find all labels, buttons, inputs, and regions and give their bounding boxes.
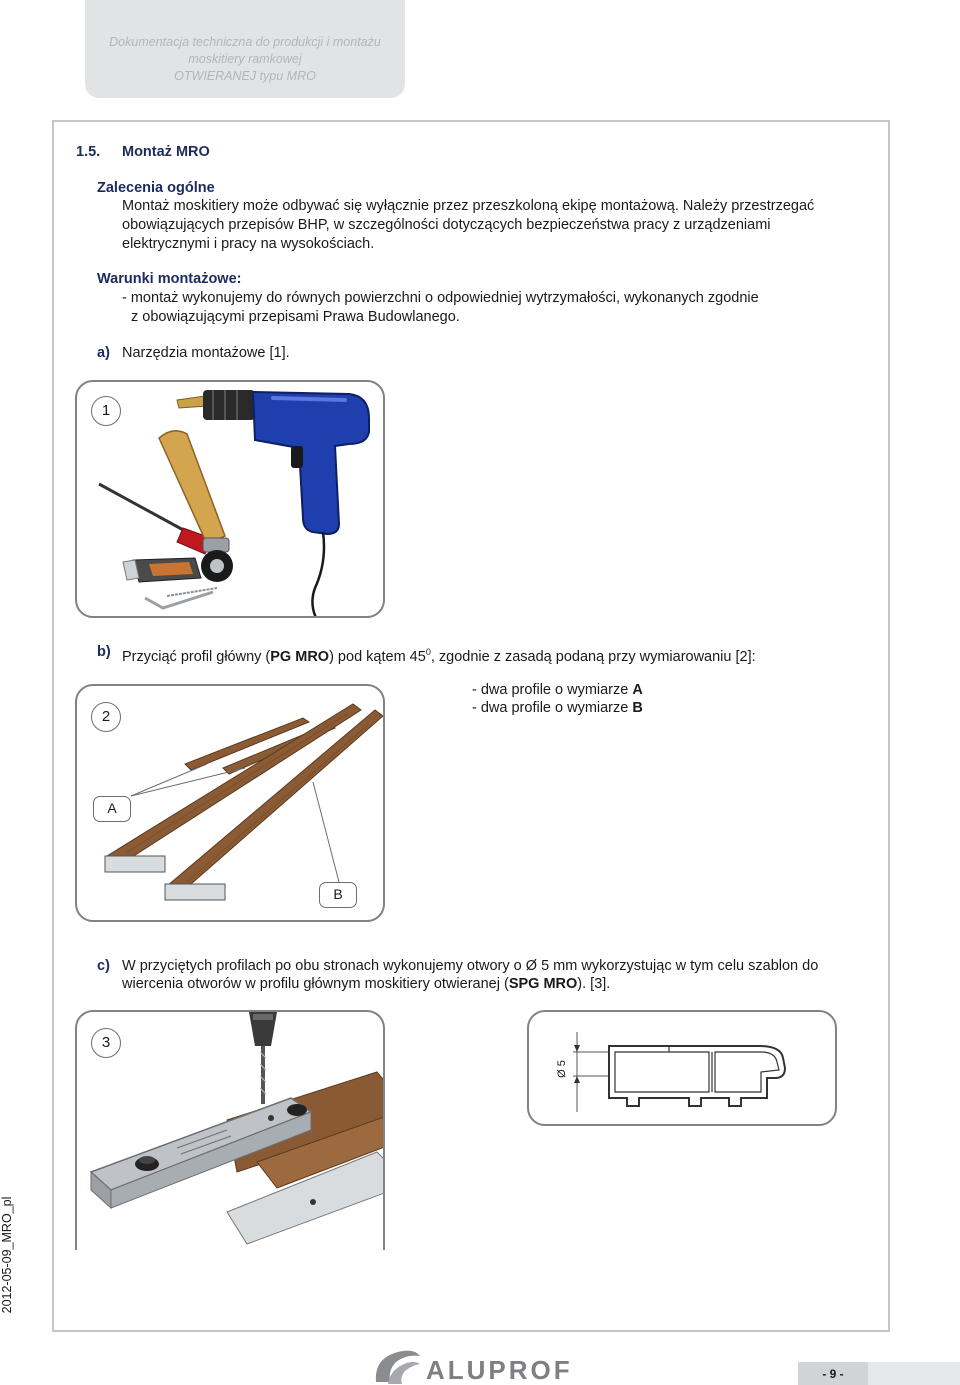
section-title: Montaż MRO (122, 144, 210, 160)
step-b-degree-superscript: 0 (425, 647, 431, 657)
step-a-letter: a) (97, 345, 110, 361)
header-line-2: moskitiery ramkowej (188, 52, 302, 66)
step-b-item-1-dimension: A (632, 682, 643, 698)
step-b-text-part-1: Przyciąć profil główny ( (122, 648, 271, 665)
drilling-illustration (77, 1012, 385, 1250)
aluprof-logo (370, 1346, 575, 1385)
tools-illustration (77, 382, 385, 618)
step-b-item-1 (472, 681, 643, 700)
document-header (85, 0, 405, 98)
callout-dimension-a: A (93, 796, 131, 822)
general-line-3: elektrycznymi i pracy na wysokościach. (122, 236, 375, 252)
page-number: - 9 - (798, 1362, 868, 1385)
page-number-strip (868, 1362, 960, 1385)
hole-diameter-label: Ø 5 (556, 1060, 568, 1078)
step-a-text: Narzędzia montażowe [1]. (122, 345, 290, 361)
step-c-letter: c) (97, 958, 110, 974)
figure-1-badge: 1 (91, 396, 121, 426)
section-number: 1.5. (76, 144, 101, 160)
figure-profile-section (527, 1010, 837, 1126)
profile-section-drawing (529, 1012, 837, 1126)
conditions-line-2: z obowiązującymi przepisami Prawa Budowlanego. (131, 309, 460, 325)
step-b-profile-code: PG MRO (270, 648, 330, 665)
step-b-item-1-text: - dwa profile o wymiarze (472, 682, 633, 698)
figure-3-badge: 3 (91, 1028, 121, 1058)
step-c-line-2-text: wiercenia otworów w profilu głównym moskitiery otwieranej ( (122, 976, 509, 992)
figure-profiles (75, 684, 385, 922)
header-line-1: Dokumentacja techniczna do produkcji i montażu (109, 35, 381, 49)
general-line-2: obowiązujących przepisów BHP, w szczególności dotyczących bezpieczeństwa pracy z urządzeniami (122, 217, 771, 233)
aluprof-logo-text: ALUPROF (426, 1355, 573, 1385)
step-b-item-2-dimension: B (632, 700, 643, 716)
step-b-item-2-text: - dwa profile o wymiarze (472, 700, 633, 716)
figure-tools (75, 380, 385, 618)
step-c-line-2 (122, 975, 610, 994)
general-line-1: Montaż moskitiery może odbywać się wyłącznie przez przeszkoloną ekipę montażową. Należy przestrzegać (122, 198, 815, 214)
document-code: 2012-05-09_MRO_pl (0, 1196, 14, 1314)
conditions-heading: Warunki montażowe: (97, 271, 242, 287)
step-c-line-2-end: ). [3]. (577, 976, 611, 992)
header-line-3: OTWIERANEJ typu MRO (174, 69, 316, 83)
step-b-item-2 (472, 699, 643, 718)
step-c-line-1: W przyciętych profilach po obu stronach wykonujemy otwory o Ø 5 mm wykorzystując w tym celu szablon do (122, 958, 819, 974)
general-heading: Zalecenia ogólne (97, 180, 215, 196)
step-b-letter: b) (97, 644, 111, 660)
figure-2-badge: 2 (91, 702, 121, 732)
aluprof-logo-icon (370, 1348, 424, 1385)
step-b-text-part-3: , zgodnie z zasadą podaną przy wymiarowaniu [2]: (430, 648, 756, 665)
callout-dimension-b: B (319, 882, 357, 908)
step-b-text (122, 643, 756, 667)
step-c-template-code: SPG MRO (508, 976, 578, 992)
conditions-line-1: - montaż wykonujemy do równych powierzchni o odpowiedniej wytrzymałości, wykonanych zgodnie (122, 290, 759, 306)
step-b-text-part-2: ) pod kątem 45 (329, 648, 426, 665)
figure-drilling (75, 1010, 385, 1250)
